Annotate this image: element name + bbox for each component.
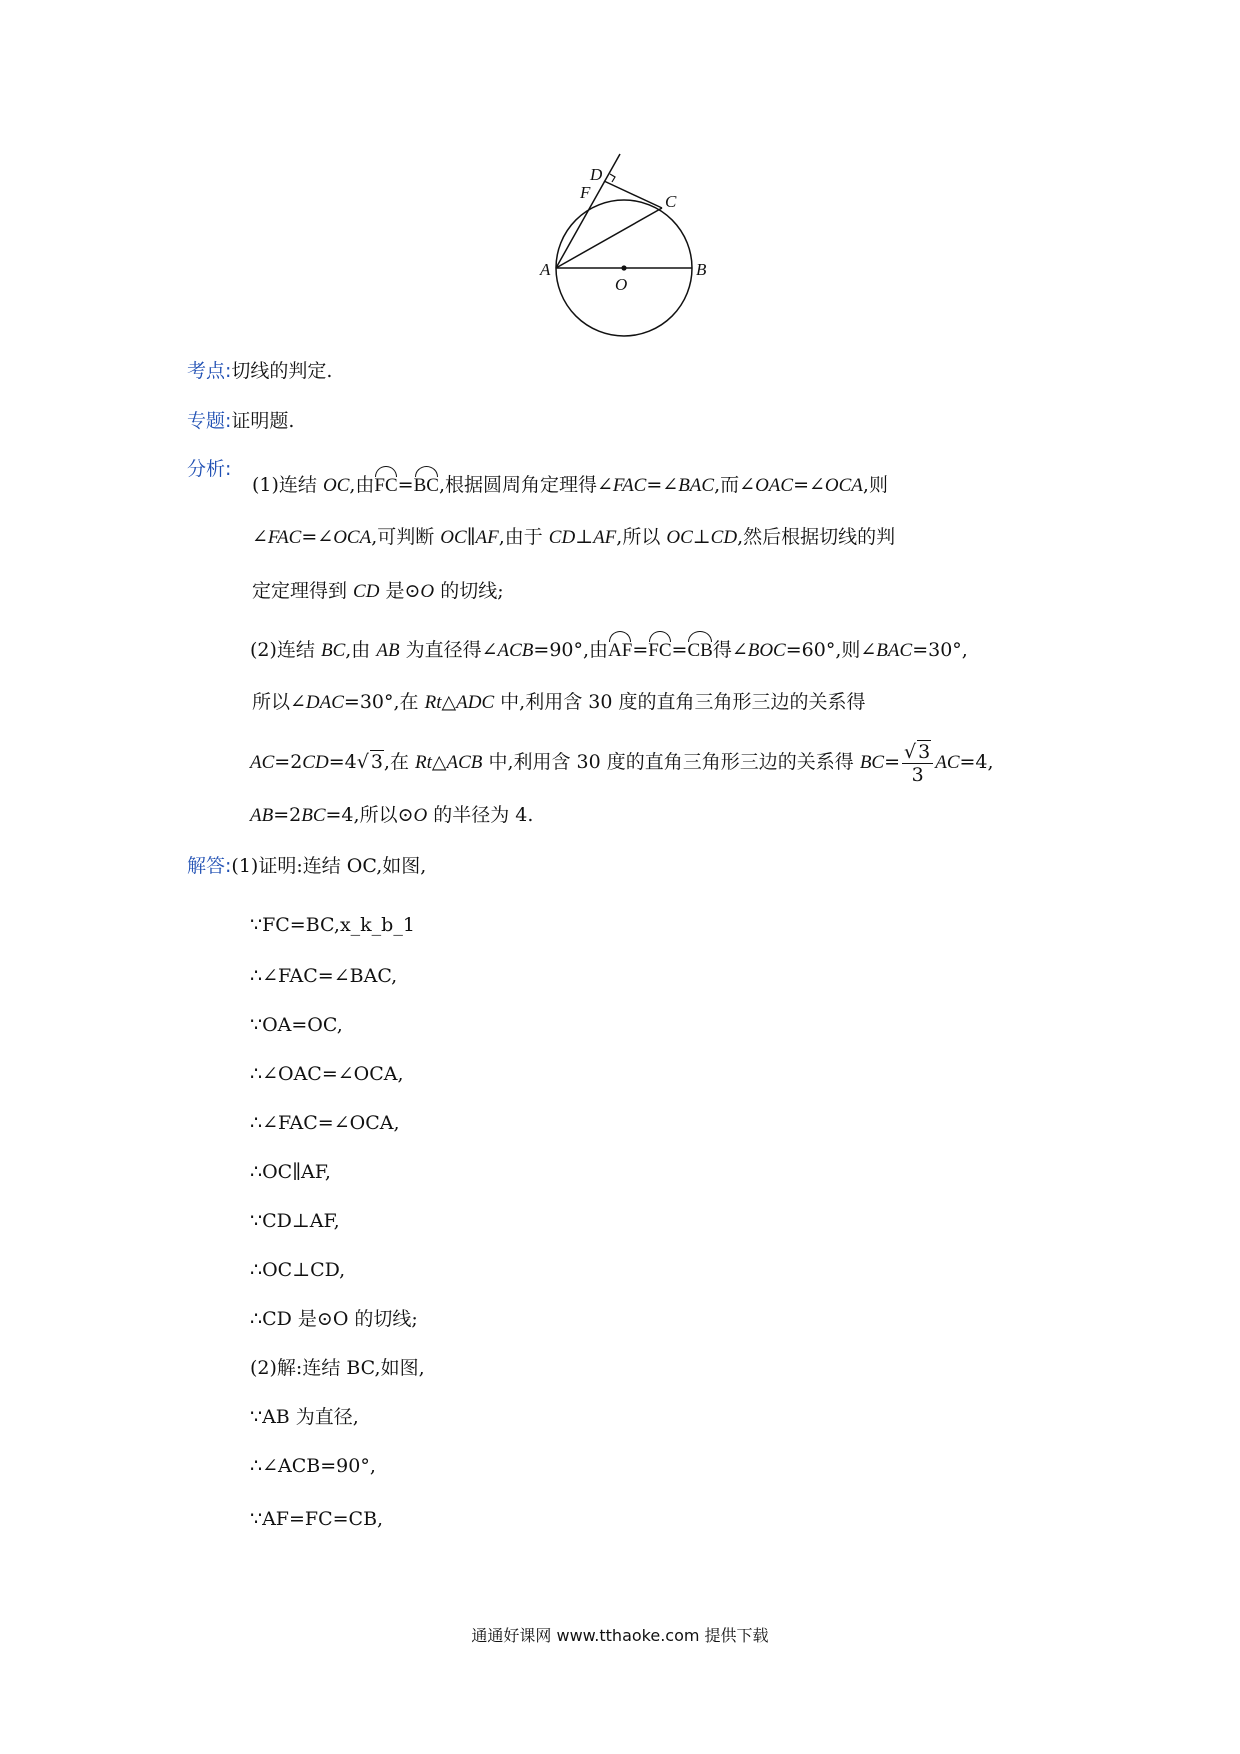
math-var: CD <box>548 527 576 548</box>
text-segment: 的切线; <box>434 580 504 602</box>
fenxi-p1-line2 <box>252 524 895 551</box>
math-var: CD <box>353 581 380 602</box>
text-segment: ,则 <box>862 474 888 496</box>
math-var: OC <box>666 527 693 548</box>
text-segment: =4, <box>959 751 994 773</box>
text-segment: =∠ <box>646 474 679 496</box>
text-segment: 所以∠ <box>252 691 306 713</box>
text-segment: =60°,则∠ <box>785 639 877 661</box>
jieda-line-11: ∵AB 为直径, <box>250 1406 359 1428</box>
text-segment: ,在 <box>383 751 416 773</box>
jieda-line-4: ∴∠OAC=∠OCA, <box>250 1063 404 1085</box>
text-segment: ,由 <box>345 639 377 661</box>
kaodian-heading: 考点: <box>187 360 232 382</box>
kaodian-text: 切线的判定. <box>231 360 333 382</box>
text-segment: = <box>884 751 901 773</box>
math-var: ACB <box>446 752 483 773</box>
text-segment: 中,利用含 30 度的直角三角形三边的关系得 <box>494 691 866 713</box>
jieda-line-8: ∴OC⊥CD, <box>250 1259 346 1281</box>
jieda-line-13: ∵AF=FC=CB, <box>250 1508 384 1530</box>
fenxi-p2-line4 <box>250 802 533 829</box>
math-var: AC <box>935 752 960 773</box>
text-segment: =2 <box>273 804 302 826</box>
math-var: FAC <box>612 475 647 496</box>
fenxi-p1-line3 <box>252 578 504 605</box>
math-var: AF <box>475 527 499 548</box>
jieda-line-9: ∴CD 是⊙O 的切线; <box>250 1308 418 1330</box>
geometry-figure <box>520 148 730 348</box>
math-var: CD <box>302 752 329 773</box>
center-point <box>621 265 626 270</box>
right-angle-mark <box>610 174 615 182</box>
text-segment: ,由于 <box>498 526 549 548</box>
sqrt-radicand: 3 <box>370 751 383 773</box>
label-a: A <box>540 260 551 279</box>
arc-af: AF <box>608 634 632 664</box>
fenxi-heading: 分析: <box>187 458 232 480</box>
text-segment: ⊥ <box>692 526 711 548</box>
text-segment: =30°, <box>912 639 968 661</box>
fraction-denominator: 3 <box>911 764 924 786</box>
math-var: O <box>413 805 428 826</box>
math-var: O <box>420 581 435 602</box>
text-segment: =∠ <box>793 474 825 496</box>
label-f: F <box>580 183 591 202</box>
math-var: AC <box>250 752 275 773</box>
math-var: BAC <box>678 475 715 496</box>
arc-cb: CB <box>687 634 712 664</box>
text-segment: 的半径为 4. <box>427 804 534 826</box>
math-var: AB <box>376 640 400 661</box>
zhuanti-heading: 专题: <box>187 410 232 432</box>
text-segment: =4 <box>328 751 357 773</box>
text-segment: =∠ <box>301 526 334 548</box>
zhuanti-text: 证明题. <box>231 410 295 432</box>
jieda-line-6: ∴OC∥AF, <box>250 1161 331 1183</box>
math-var: AF <box>593 527 617 548</box>
text-segment: =2 <box>274 751 303 773</box>
label-c: C <box>665 192 677 211</box>
math-var: ACB <box>497 640 534 661</box>
text-segment: (1)连结 <box>252 474 323 496</box>
label-o: O <box>615 275 628 294</box>
text-segment: ,然后根据切线的判 <box>737 526 896 548</box>
text-segment: ∥ <box>466 526 476 548</box>
zhuanti-row <box>187 408 294 434</box>
math-var: OAC <box>755 475 794 496</box>
chord-ac <box>556 208 662 268</box>
text-segment: =30°,在 <box>343 691 425 713</box>
jieda-line-5: ∴∠FAC=∠OCA, <box>250 1112 400 1134</box>
text-segment: = <box>671 639 688 661</box>
text-segment: =4,所以⊙ <box>325 804 414 826</box>
jieda-line-7: ∵CD⊥AF, <box>250 1210 340 1232</box>
text-segment: 为直径得∠ <box>399 639 498 661</box>
math-var: BOC <box>747 640 786 661</box>
math-var: BC <box>320 640 346 661</box>
text-segment: =90°,由 <box>533 639 609 661</box>
text-segment: ∠ <box>252 526 268 548</box>
jieda-line-0: (1)证明:连结 OC,如图, <box>231 855 427 877</box>
label-d: D <box>590 165 603 184</box>
math-var: BC <box>859 752 885 773</box>
jieda-line-10: (2)解:连结 BC,如图, <box>250 1357 425 1379</box>
line-ad <box>556 154 620 268</box>
jieda-line-12: ∴∠ACB=90°, <box>250 1455 376 1477</box>
jieda-row <box>187 853 426 879</box>
text-segment: ,所以 <box>616 526 667 548</box>
text-segment: (2)连结 <box>250 639 321 661</box>
math-var: ADC <box>456 692 495 713</box>
text-segment: △ <box>431 751 447 773</box>
math-var: Rt <box>415 752 432 773</box>
math-var: OCA <box>333 527 372 548</box>
jieda-line-1: ∵FC=BC,x_k_b_1 <box>250 914 415 936</box>
fenxi-heading-row <box>187 456 231 482</box>
text-segment: ,而∠ <box>714 474 756 496</box>
math-var: Rt <box>424 692 442 713</box>
text-segment: ⊥ <box>575 526 594 548</box>
text-segment: 中,利用含 30 度的直角三角形三边的关系得 <box>482 751 860 773</box>
text-segment: 得∠ <box>712 639 748 661</box>
fenxi-p1-line1 <box>252 469 888 499</box>
text-segment: 是⊙ <box>379 580 421 602</box>
fenxi-p2-line2 <box>252 689 865 716</box>
math-var: BC <box>301 805 326 826</box>
fraction-numerator: √ 3 <box>902 740 933 764</box>
math-var: OC <box>322 475 350 496</box>
jieda-heading: 解答: <box>187 855 232 877</box>
text-segment: ,可判断 <box>371 526 441 548</box>
math-var: OC <box>440 527 467 548</box>
math-var: BAC <box>876 640 913 661</box>
page-footer: 通通好课网 www.tthaoke.com 提供下载 <box>471 1626 769 1645</box>
jieda-line-2: ∴∠FAC=∠BAC, <box>250 965 398 987</box>
text-segment: 定定理得到 <box>252 580 354 602</box>
text-segment: = <box>397 474 414 496</box>
fenxi-p2-line1 <box>250 634 968 664</box>
math-var: DAC <box>305 692 344 713</box>
fenxi-p2-line3: AC=2CD=4√ 3,在 Rt△ACB 中,利用含 30 度的直角三角形三边的关系得 BC= $\frac{√ 3}{3}$ AC=4, <box>250 741 994 786</box>
kaodian-row <box>187 358 332 384</box>
arc-fc: FC <box>374 469 397 499</box>
arc-fc: FC <box>648 634 671 664</box>
sqrt-radicand: 3 <box>918 741 931 763</box>
math-var: FAC <box>267 527 302 548</box>
text-segment: △ <box>441 691 457 713</box>
math-var: CD <box>710 527 738 548</box>
text-segment: = <box>632 639 649 661</box>
text-segment: ,根据圆周角定理得∠ <box>438 474 613 496</box>
tangent-cd <box>604 181 662 208</box>
text-segment: ,由 <box>349 474 375 496</box>
fraction <box>902 740 933 786</box>
math-var: AB <box>250 805 274 826</box>
circle-diagram <box>520 148 730 348</box>
label-b: B <box>696 260 707 279</box>
jieda-line-3: ∵OA=OC, <box>250 1014 343 1036</box>
arc-bc: BC <box>414 469 439 499</box>
math-var: OCA <box>824 475 863 496</box>
